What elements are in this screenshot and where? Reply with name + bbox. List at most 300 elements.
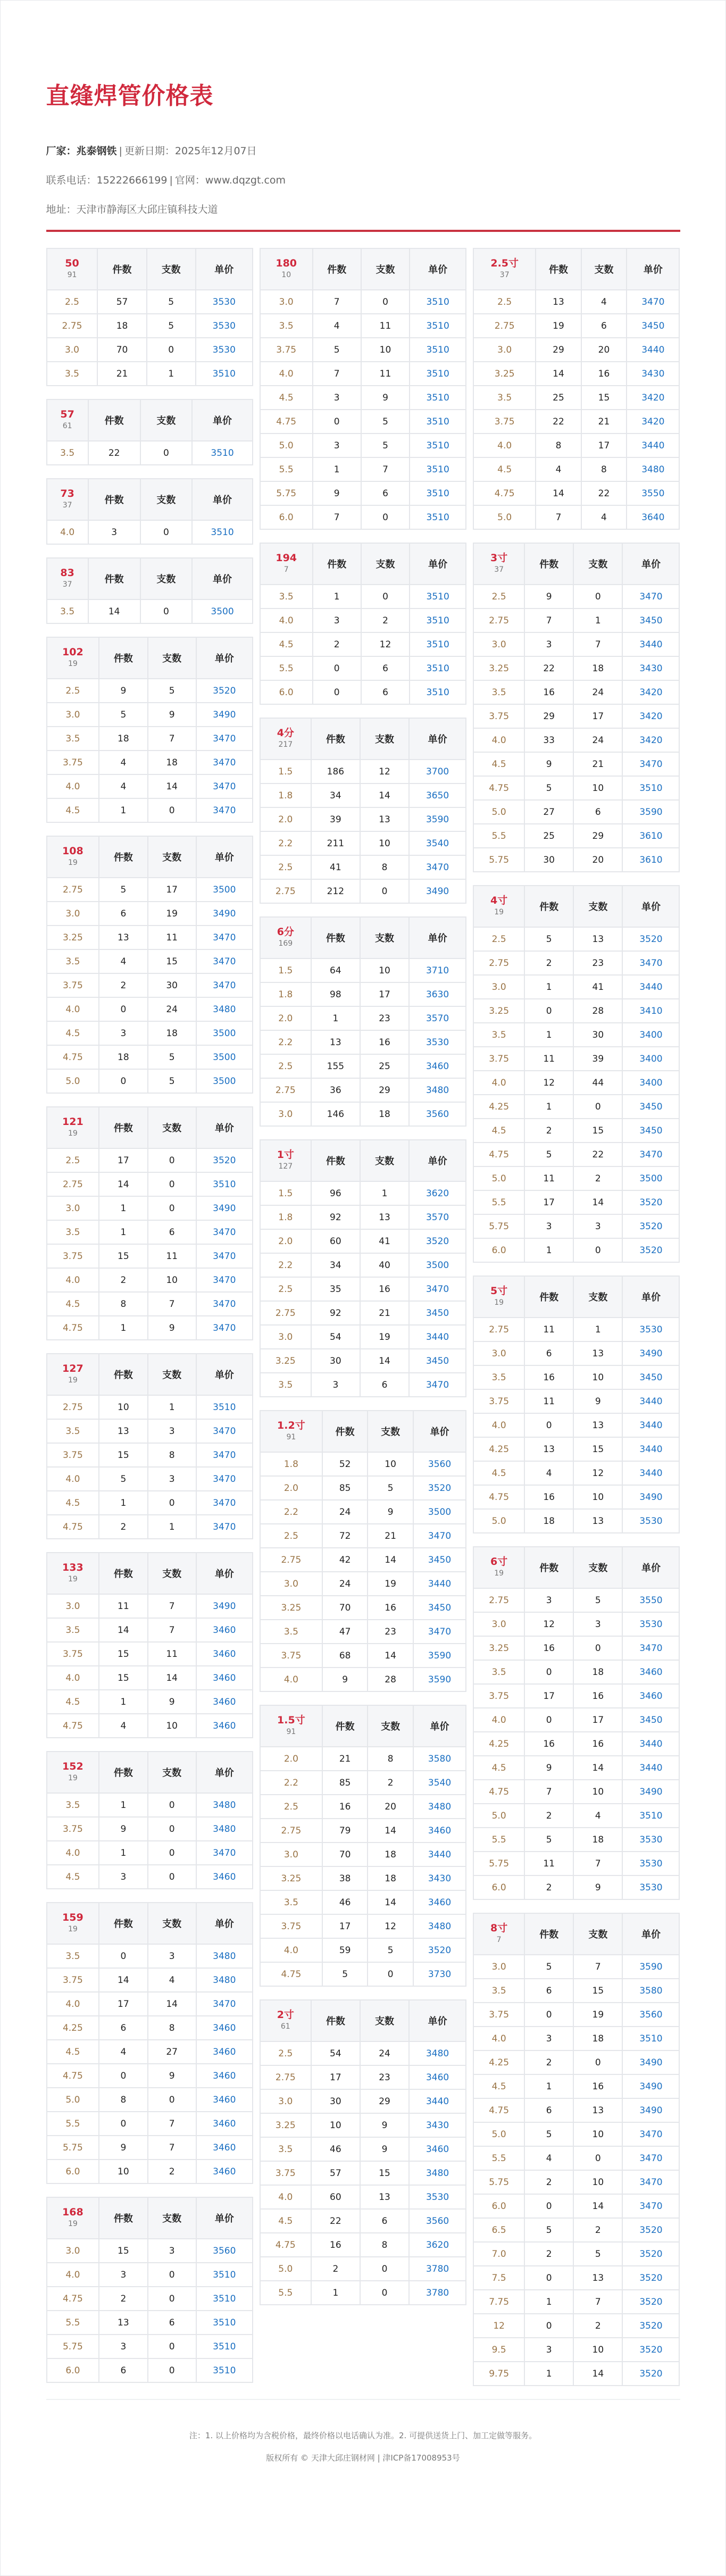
pieces-cell: 5	[525, 1955, 573, 1978]
thickness-cell: 2.5	[261, 856, 311, 879]
column-header-pieces: 件数	[312, 719, 360, 759]
pieces-cell: 3	[525, 2338, 573, 2361]
spec-cell	[47, 1553, 99, 1594]
count-cell: 6	[362, 657, 409, 680]
count-cell: 0	[141, 521, 192, 544]
table-row	[47, 1396, 252, 1419]
thickness-cell: 12	[474, 2314, 524, 2337]
price-table	[46, 1751, 253, 1889]
count-cell: 5	[147, 290, 195, 313]
price-cell: 3430	[627, 362, 679, 385]
table-row	[47, 1818, 252, 1840]
column-header-count: 支数	[148, 837, 196, 877]
pieces-cell: 68	[323, 1644, 367, 1667]
price-cell: 3590	[414, 1668, 465, 1691]
spec-size: 4分	[277, 727, 294, 739]
table-row	[261, 1747, 465, 1770]
spec-cell	[47, 1107, 99, 1148]
table-row	[261, 1572, 465, 1595]
table-row	[474, 609, 679, 632]
thickness-cell: 3.75	[47, 1643, 99, 1665]
price-cell: 3470	[623, 952, 679, 974]
thickness-cell: 3.75	[47, 1818, 99, 1840]
price-cell: 3510	[193, 521, 252, 544]
count-cell: 6	[148, 1221, 196, 1244]
pieces-cell: 52	[323, 1453, 367, 1475]
table-row	[261, 1206, 465, 1229]
price-table	[473, 1546, 680, 1900]
pieces-cell: 0	[525, 2003, 573, 2026]
company-info	[46, 137, 680, 224]
table-row	[474, 2195, 679, 2217]
thickness-cell: 2.75	[474, 1589, 524, 1612]
thickness-cell: 4.5	[47, 1690, 99, 1713]
price-cell: 3460	[197, 2016, 252, 2039]
spec-sub: 37	[62, 501, 72, 510]
price-cell: 3560	[410, 2210, 465, 2232]
count-cell: 0	[148, 1865, 196, 1888]
price-cell: 3510	[193, 441, 252, 464]
pieces-cell: 3	[99, 2335, 147, 2358]
page-title: 直缝焊管价格表	[46, 82, 214, 110]
pieces-cell: 19	[536, 314, 580, 337]
thickness-cell: 2.75	[474, 314, 535, 337]
table-row	[47, 2287, 252, 2310]
price-cell: 3560	[623, 2003, 679, 2026]
table-header	[474, 886, 679, 927]
header-row	[474, 1914, 679, 1954]
count-cell: 9	[148, 1690, 196, 1713]
count-cell: 0	[148, 1173, 196, 1196]
price-cell: 3520	[623, 1239, 679, 1262]
pieces-cell: 5	[525, 1143, 573, 1166]
pieces-cell: 34	[312, 784, 360, 807]
pieces-cell: 3	[313, 609, 361, 632]
column-header-count: 支数	[141, 479, 192, 520]
thickness-cell: 4.0	[261, 2186, 311, 2208]
table-row	[261, 1103, 465, 1126]
price-cell: 3460	[197, 2112, 252, 2135]
table-row	[261, 410, 465, 433]
table-row	[47, 703, 252, 726]
price-cell: 3460	[197, 1619, 252, 1641]
price-cell: 3480	[410, 2042, 465, 2065]
column-header-pieces: 件数	[99, 2198, 147, 2238]
thickness-cell: 6.0	[47, 2160, 99, 2183]
thickness-cell: 3.5	[47, 1619, 99, 1641]
table-row	[47, 1643, 252, 1665]
column-header-pieces: 件数	[99, 638, 147, 678]
pieces-cell: 29	[536, 338, 580, 361]
thickness-cell: 2.75	[474, 952, 524, 974]
column-header-pieces: 件数	[323, 1706, 367, 1746]
count-cell: 25	[361, 1055, 408, 1078]
count-cell: 14	[148, 1993, 196, 2015]
price-cell: 3510	[410, 633, 465, 656]
table-row	[47, 441, 252, 464]
column-header-count: 支数	[574, 1277, 622, 1317]
price-cell: 3490	[623, 1342, 679, 1365]
pieces-cell: 3	[525, 1589, 573, 1612]
thickness-cell: 3.0	[261, 290, 312, 313]
phone: 联系电话：15222666199	[46, 174, 168, 186]
thickness-cell: 4.0	[261, 1939, 322, 1962]
pieces-cell: 34	[312, 1254, 360, 1277]
price-cell: 3490	[410, 880, 465, 903]
table-row	[474, 1876, 679, 1899]
price-cell: 3510	[410, 458, 465, 481]
table-row	[474, 290, 679, 313]
price-cell: 3480	[197, 1794, 252, 1816]
count-cell: 9	[361, 2114, 408, 2137]
pieces-cell: 5	[525, 777, 573, 799]
pieces-cell: 35	[312, 1278, 360, 1300]
table-row	[474, 1661, 679, 1683]
thickness-cell: 1.8	[261, 1206, 311, 1229]
price-cell: 3510	[197, 2311, 252, 2334]
pieces-cell: 18	[525, 1510, 573, 1532]
pieces-cell: 0	[525, 999, 573, 1022]
header-row	[261, 544, 465, 584]
count-cell: 10	[574, 777, 622, 799]
count-cell: 7	[148, 2112, 196, 2135]
price-table	[260, 718, 466, 904]
price-table	[46, 248, 253, 386]
pieces-cell: 2	[525, 952, 573, 974]
count-cell: 2	[574, 1167, 622, 1190]
column-header-count: 支数	[574, 1914, 622, 1954]
pieces-cell: 3	[313, 386, 361, 409]
table-row	[47, 2335, 252, 2358]
price-cell: 3470	[410, 856, 465, 879]
price-table	[46, 1552, 253, 1738]
pieces-cell: 9	[99, 1818, 147, 1840]
count-cell: 18	[361, 1103, 408, 1126]
count-cell: 0	[148, 2088, 196, 2111]
column-header-price: 单价	[197, 1553, 252, 1594]
count-cell: 10	[574, 2123, 622, 2146]
count-cell: 0	[148, 1794, 196, 1816]
table-header	[261, 719, 465, 759]
price-cell: 3590	[623, 1955, 679, 1978]
table-row	[261, 1891, 465, 1914]
count-cell: 13	[574, 1342, 622, 1365]
thickness-cell: 4.0	[474, 1708, 524, 1731]
table-row	[47, 1595, 252, 1618]
pieces-cell: 5	[313, 338, 361, 361]
count-cell: 4	[582, 290, 626, 313]
table-row	[261, 1254, 465, 1277]
count-cell: 28	[574, 999, 622, 1022]
column-header-price: 单价	[197, 1903, 252, 1944]
count-cell: 6	[148, 2311, 196, 2334]
price-table	[46, 1353, 253, 1539]
thickness-cell: 3.0	[261, 2090, 311, 2113]
pieces-cell: 24	[323, 1500, 367, 1523]
count-cell: 0	[574, 2051, 622, 2074]
pieces-cell: 17	[323, 1915, 367, 1938]
count-cell: 15	[148, 950, 196, 973]
table-row	[474, 801, 679, 823]
price-cell: 3450	[623, 609, 679, 632]
thickness-cell: 5.0	[261, 434, 312, 457]
header-row	[261, 1140, 465, 1181]
count-cell: 11	[148, 926, 196, 949]
table-header	[47, 1903, 252, 1944]
price-cell: 3450	[414, 1548, 465, 1571]
column-header-pieces: 件数	[313, 544, 361, 584]
table-row	[47, 2311, 252, 2334]
count-cell: 5	[368, 1939, 412, 1962]
pieces-cell: 0	[525, 1414, 573, 1437]
table-header	[47, 1354, 252, 1395]
pieces-cell: 16	[312, 2233, 360, 2256]
thickness-cell: 2.0	[261, 808, 311, 831]
table-row	[47, 600, 252, 623]
thickness-cell: 4.75	[47, 1714, 99, 1737]
price-table-columns	[46, 248, 680, 2399]
spec-sub: 61	[62, 422, 72, 430]
table-row	[47, 1794, 252, 1816]
price-cell: 3510	[410, 506, 465, 529]
pieces-cell: 2	[525, 1804, 573, 1827]
table-header	[47, 479, 252, 520]
thickness-cell: 4.0	[47, 1666, 99, 1689]
count-cell: 14	[368, 1891, 412, 1914]
pieces-cell: 1	[99, 1221, 147, 1244]
spec-cell	[47, 1354, 99, 1395]
count-cell: 19	[148, 902, 196, 925]
thickness-cell: 4.5	[474, 458, 535, 481]
thickness-cell: 4.0	[47, 998, 99, 1021]
table-header	[47, 638, 252, 678]
pieces-cell: 54	[312, 1325, 360, 1348]
table-row	[261, 585, 465, 608]
pieces-cell: 3	[525, 633, 573, 656]
table-row	[261, 386, 465, 409]
price-cell: 3510	[410, 657, 465, 680]
count-cell: 23	[368, 1620, 412, 1643]
spec-size: 57	[60, 409, 74, 420]
thickness-cell: 3.5	[261, 1620, 322, 1643]
price-cell: 3500	[197, 1022, 252, 1045]
pieces-cell: 2	[312, 2257, 360, 2280]
count-cell: 19	[574, 2003, 622, 2026]
thickness-cell: 4.25	[474, 1095, 524, 1118]
count-cell: 0	[574, 585, 622, 608]
table-row	[261, 1453, 465, 1475]
table-row	[47, 679, 252, 702]
count-cell: 0	[148, 1818, 196, 1840]
column-header-pieces: 件数	[323, 1411, 367, 1452]
pieces-cell: 6	[99, 2359, 147, 2382]
pieces-cell: 2	[99, 1515, 147, 1538]
price-cell: 3520	[623, 2314, 679, 2337]
pieces-cell: 155	[312, 1055, 360, 1078]
table-row	[474, 338, 679, 361]
table-row	[261, 1644, 465, 1667]
pieces-cell: 9	[525, 585, 573, 608]
table-row	[474, 2314, 679, 2337]
pieces-cell: 2	[525, 2051, 573, 2074]
price-cell: 3410	[623, 999, 679, 1022]
thickness-cell: 2.75	[47, 1396, 99, 1419]
thickness-cell: 3.0	[474, 338, 535, 361]
price-cell: 3480	[197, 998, 252, 1021]
pieces-cell: 1	[99, 1794, 147, 1816]
spec-cell	[47, 837, 99, 877]
price-cell: 3430	[410, 2114, 465, 2137]
spec-size: 6分	[277, 926, 294, 938]
pieces-cell: 24	[323, 1572, 367, 1595]
website-link[interactable]: 官网：www.dqzgt.com	[174, 174, 286, 186]
table-row	[474, 1637, 679, 1660]
table-row	[261, 1548, 465, 1571]
count-cell: 24	[361, 2042, 408, 2065]
spec-cell	[47, 1903, 99, 1944]
pieces-cell: 17	[99, 1993, 147, 2015]
price-cell: 3500	[197, 878, 252, 901]
count-cell: 18	[574, 1828, 622, 1851]
price-cell: 3560	[197, 2239, 252, 2262]
thickness-cell: 2.75	[261, 880, 311, 903]
table-row	[474, 506, 679, 529]
spec-cell	[261, 719, 311, 759]
table-row	[47, 1420, 252, 1443]
thickness-cell: 1.5	[261, 760, 311, 783]
table-row	[474, 1510, 679, 1532]
price-cell: 3530	[623, 1876, 679, 1899]
table-row	[261, 633, 465, 656]
pieces-cell: 13	[536, 290, 580, 313]
spec-cell	[261, 918, 311, 958]
thickness-cell: 3.0	[47, 1197, 99, 1220]
table-row	[474, 705, 679, 728]
thickness-cell: 4.0	[474, 2027, 524, 2050]
price-cell: 3510	[410, 410, 465, 433]
table-row	[474, 999, 679, 1022]
price-cell: 3510	[623, 777, 679, 799]
table-row	[474, 633, 679, 656]
table-row	[474, 681, 679, 704]
price-cell: 3510	[623, 2027, 679, 2050]
table-body	[474, 1318, 679, 1532]
pieces-cell: 0	[525, 2314, 573, 2337]
thickness-cell: 4.25	[47, 2016, 99, 2039]
price-cell: 3460	[197, 1666, 252, 1689]
table-header	[47, 249, 252, 289]
price-cell: 3510	[197, 2359, 252, 2382]
thickness-cell: 3.25	[47, 926, 99, 949]
price-cell: 3630	[410, 983, 465, 1006]
price-cell: 3520	[414, 1477, 465, 1499]
pieces-cell: 1	[525, 2290, 573, 2313]
count-cell: 14	[574, 1191, 622, 1214]
table-row	[261, 1055, 465, 1078]
spec-size: 159	[62, 1912, 84, 1923]
price-cell: 3520	[623, 2219, 679, 2241]
thickness-cell: 5.75	[261, 482, 312, 505]
thickness-cell: 3.75	[474, 1685, 524, 1707]
pieces-cell: 15	[99, 1444, 147, 1466]
thickness-cell: 4.25	[474, 1732, 524, 1755]
pieces-cell: 59	[323, 1939, 367, 1962]
thickness-cell: 3.5	[474, 1023, 524, 1046]
price-column	[46, 248, 253, 2396]
price-cell: 3470	[623, 1143, 679, 1166]
column-header-pieces: 件数	[89, 558, 140, 599]
thickness-cell: 3.5	[47, 362, 97, 385]
price-cell: 3470	[197, 1269, 252, 1291]
thickness-cell: 3.25	[261, 2114, 311, 2137]
table-row	[261, 1771, 465, 1794]
count-cell: 15	[582, 386, 626, 409]
thickness-cell: 4.5	[474, 1462, 524, 1485]
thickness-cell: 3.5	[261, 585, 312, 608]
thickness-cell: 5.0	[474, 506, 535, 529]
thickness-cell: 4.75	[474, 777, 524, 799]
thickness-cell: 3.5	[47, 950, 99, 973]
table-row	[474, 1390, 679, 1413]
count-cell: 10	[362, 338, 409, 361]
table-row	[474, 1708, 679, 1731]
thickness-cell: 3.25	[261, 1867, 322, 1890]
thickness-cell: 3.5	[47, 1420, 99, 1443]
count-cell: 13	[574, 1414, 622, 1437]
count-cell: 23	[361, 2066, 408, 2089]
table-row	[47, 1841, 252, 1864]
pieces-cell: 0	[313, 410, 361, 433]
table-row	[261, 1182, 465, 1205]
count-cell: 2	[362, 609, 409, 632]
price-cell: 3470	[197, 1491, 252, 1514]
pieces-cell: 21	[98, 362, 146, 385]
count-cell: 5	[368, 1477, 412, 1499]
spec-sub: 19	[494, 908, 504, 916]
table-body	[47, 1149, 252, 1339]
count-cell: 2	[148, 2160, 196, 2183]
price-cell: 3780	[410, 2281, 465, 2304]
column-header-count: 支数	[582, 249, 626, 289]
thickness-cell: 2.5	[474, 928, 524, 951]
column-header-price: 单价	[623, 544, 679, 584]
count-cell: 3	[148, 2239, 196, 2262]
thickness-cell: 4.0	[47, 2263, 99, 2286]
table-row	[474, 1414, 679, 1437]
pieces-cell: 72	[323, 1524, 367, 1547]
table-row	[474, 482, 679, 505]
table-header	[261, 918, 465, 958]
pieces-cell: 13	[99, 926, 147, 949]
column-header-price: 单价	[410, 249, 465, 289]
thickness-cell: 3.5	[261, 1373, 311, 1396]
pieces-cell: 11	[525, 1390, 573, 1413]
price-cell: 3470	[623, 585, 679, 608]
thickness-cell: 5.5	[47, 2112, 99, 2135]
price-cell: 3470	[197, 1841, 252, 1864]
spec-size: 180	[276, 257, 297, 269]
table-row	[47, 950, 252, 973]
price-cell: 3450	[627, 314, 679, 337]
thickness-cell: 4.0	[261, 1668, 322, 1691]
pieces-cell: 1	[99, 1197, 147, 1220]
pieces-cell: 5	[525, 928, 573, 951]
table-row	[47, 2016, 252, 2039]
count-cell: 4	[148, 1969, 196, 1991]
price-cell: 3540	[414, 1771, 465, 1794]
pieces-cell: 1	[525, 1023, 573, 1046]
count-cell: 3	[574, 1613, 622, 1636]
